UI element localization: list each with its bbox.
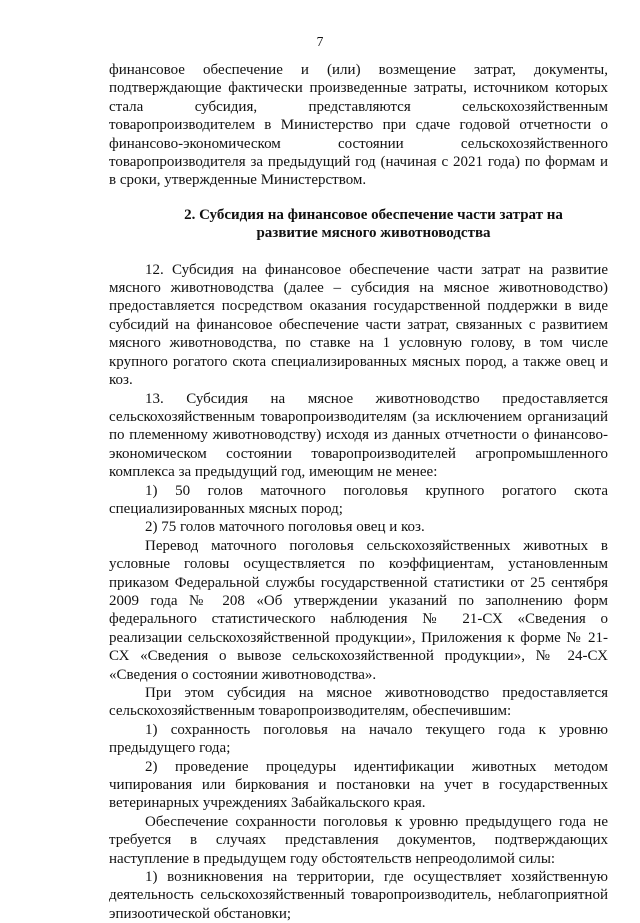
document-body: [109, 61, 608, 923]
section-heading-line-1: 2. Субсидия на финансовое обеспечение части затрат на: [184, 206, 563, 223]
paragraph-conditions: При этом субсидия на мясное животноводство предоставляется сельскохозяйственным товаропроизводителям, обеспечившим:: [109, 685, 608, 720]
page-number: 7: [316, 34, 324, 49]
paragraph-13: 13. Субсидия на мясное животноводство предоставляется сельскохозяйственным товаропроизводителям (за исключением организаций по племенному животноводству) исходя из данных отчетности о финансово-экономическом состоянии товаропроизводителей агропромышленного комплекса за предыдущий год, имеющим не менее:: [109, 390, 608, 481]
list-item-cattle: 1) 50 голов маточного поголовья крупного рогатого скота специализированных мясных пород;: [109, 482, 608, 517]
list-item-identification: 2) проведение процедуры идентификации животных методом чипирования или биркования и постановки на учет в государственных ветеринарных учреждениях Забайкальского края.: [109, 758, 608, 812]
list-item-preservation: 1) сохранность поголовья на начало текущего года к уровню предыдущего года;: [109, 721, 608, 757]
list-item-sheep-goats: 2) 75 голов маточного поголовья овец и коз.: [145, 519, 425, 536]
paragraph-force-majeure: Обеспечение сохранности поголовья к уровню предыдущего года не требуется в случаях представления документов, подтверждающих наступление в предыдущем году обстоятельств непреодолимой силы:: [109, 813, 608, 867]
paragraph-conversion: Перевод маточного поголовья сельскохозяйственных животных в условные головы осуществляется по коэффициентам, установленным приказом Федеральной службы государственной статистики от 25 сентября 2009 года № 208 «Об утверждении указаний по заполнению форм федерального статистического наблюдения № 21-СХ «Сведения о реализации сельскохозяйственной продукции», Приложения к форме № 21-СХ «Сведения о вывозе сельскохозяйственной продукции», № 24-СХ «Сведения о состоянии животноводства».: [109, 537, 608, 683]
paragraph-12: 12. Субсидия на финансовое обеспечение части затрат на развитие мясного животноводства (далее – субсидия на мясное животноводство) предоставляется посредством оказания государственной поддержки в виде субсидий на финансовое обеспечение части затрат, связанных с развитием мясного животноводства, по ставке на 1 условную голову, в том числе крупного рогатого скота специализированных мясных пород, а также овец и коз.: [109, 261, 608, 389]
intro-paragraph: финансовое обеспечение и (или) возмещение затрат, документы, подтверждающие фактически произведенные затраты, источником которых стала субсидия, представляются сельскохозяйственным товаропроизводителем в Министерство при сдаче годовой отчетности о финансово-экономическом состоянии сельскохозяйственного товаропроизводителя за предыдущий год (начиная с 2021 года) по формам и в сроки, утвержденные Министерством.: [109, 62, 608, 189]
list-item-epizootic: 1) возникновения на территории, где осуществляет хозяйственную деятельность сельскохозяйственный товаропроизводитель, неблагоприятной эпизоотической обстановки;: [109, 869, 608, 922]
section-heading: [109, 206, 608, 243]
section-heading-line-2: развитие мясного животноводства: [256, 225, 491, 242]
